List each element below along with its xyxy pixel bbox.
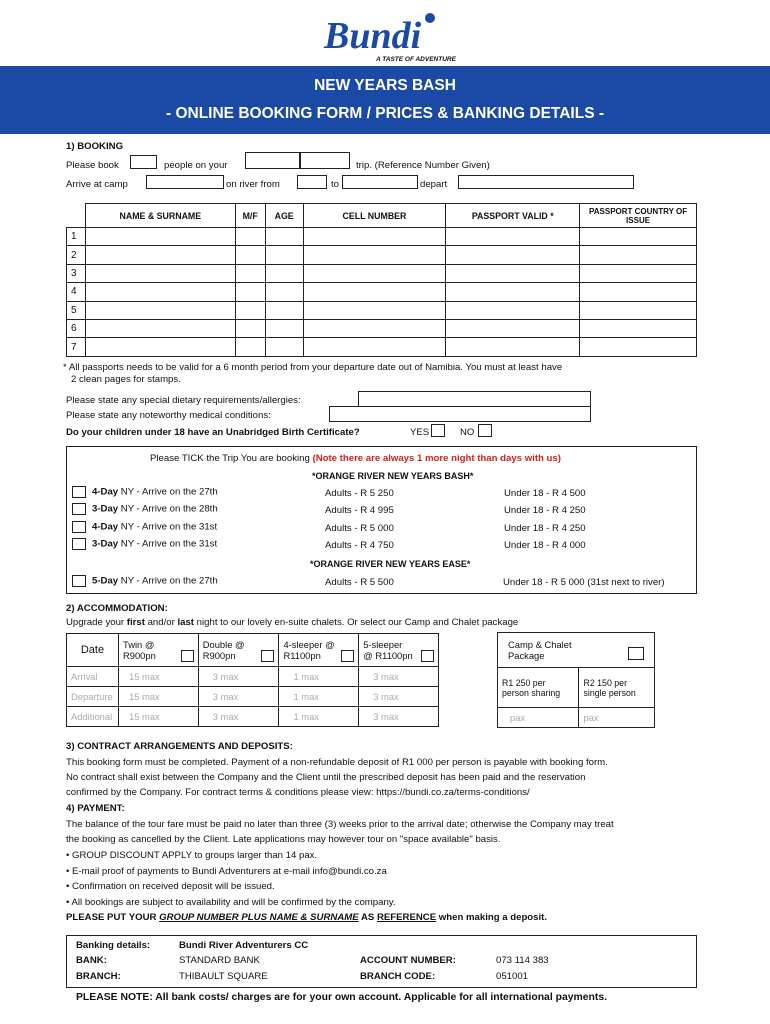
account-value: 073 114 383 (496, 955, 549, 966)
header-passport-valid: PASSPORT VALID * (446, 204, 580, 228)
dietary-field[interactable] (358, 391, 591, 407)
row-label: Additional (67, 707, 119, 727)
twin-header (118, 634, 198, 667)
name-cell[interactable] (85, 264, 235, 282)
people-on-your-label: people on your (164, 160, 228, 171)
trip-selection-box (66, 446, 697, 594)
table-row (67, 228, 697, 246)
country-cell[interactable] (580, 283, 697, 301)
acc-cell[interactable]: 1 max (279, 707, 359, 727)
birth-cert-question: Do your children under 18 have an Unabridged Birth Certificate? (66, 427, 360, 438)
price-line: single person (583, 687, 636, 698)
trip-desc: NY - Arrive on the 28th (118, 503, 218, 515)
first-word: first (126, 617, 145, 628)
passport-note: * All passports needs to be valid for a 6 month period from your departure date out of Namibia. You must at least have (63, 362, 563, 373)
passenger-table (66, 203, 697, 357)
passport-note-2: 2 clean pages for stamps. (71, 374, 181, 385)
country-cell[interactable] (580, 301, 697, 319)
package-table (497, 632, 655, 728)
branch-code-value: 051001 (496, 971, 529, 982)
payment-line: The balance of the tour fare must be paid no later than three (3) weeks prior to the arrival date; otherwise the Company may treat (66, 819, 614, 830)
package-header (498, 633, 655, 668)
header-cell: CELL NUMBER (303, 204, 446, 228)
col-label: Double @ (202, 639, 245, 650)
cell-cell[interactable] (303, 246, 446, 264)
accommodation-table (66, 633, 439, 727)
payment-heading: 4) PAYMENT: (66, 803, 125, 814)
contract-line: confirmed by the Company. For contract terms & conditions please view: https://bundi.co.za/terms-conditions/ (66, 787, 530, 798)
acc-cell[interactable]: 3 max (359, 687, 439, 707)
intro-part: and/or (144, 617, 178, 628)
trip-days: 3-Day (92, 538, 119, 550)
payment-bullet: • All bookings are subject to availability and will be confirmed by the company. (66, 897, 396, 908)
mf-cell[interactable] (235, 264, 265, 282)
age-cell[interactable] (265, 283, 303, 301)
adult-price: Adults - R 4 750 (325, 540, 394, 551)
table-row (67, 707, 439, 727)
row-label: Departure (67, 687, 119, 707)
trip-option[interactable] (72, 538, 217, 550)
package-title-2: Package (508, 650, 545, 661)
yes-label: YES (410, 427, 430, 438)
footer-note: PLEASE NOTE: All bank costs/ charges are for your own account. Applicable for all international payments. (76, 992, 607, 1003)
child-price: Under 18 - R 4 250 (504, 505, 586, 516)
header-age: AGE (265, 204, 303, 228)
price-line: R2 150 per (583, 677, 627, 688)
please-book-label: Please book (66, 160, 119, 171)
age-cell[interactable] (265, 319, 303, 337)
to-label: to (331, 179, 340, 190)
name-cell[interactable] (85, 246, 235, 264)
bundi-logo (318, 8, 458, 64)
acc-cell[interactable]: 3 max (359, 707, 439, 727)
ref-part: REFERENCE (376, 912, 437, 923)
bank-value: STANDARD BANK (179, 955, 260, 966)
adult-price: Adults - R 5 500 (325, 577, 394, 588)
cell-cell[interactable] (303, 264, 446, 282)
row-number: 5 (67, 301, 86, 319)
col-label: 5-sleeper (363, 639, 403, 650)
branch-label: BRANCH: (76, 971, 121, 982)
mf-cell[interactable] (235, 301, 265, 319)
banking-label: Banking details: (76, 940, 151, 951)
cell-cell[interactable] (303, 338, 446, 356)
passport-cell[interactable] (446, 283, 580, 301)
col-price: R1100pn (283, 650, 321, 661)
col-label: 4-sleeper @ (283, 639, 335, 650)
name-cell[interactable] (85, 283, 235, 301)
cell-cell[interactable] (303, 301, 446, 319)
trip-desc: NY - Arrive on the 31st (118, 538, 218, 550)
header-passport-country: PASSPORT COUNTRY OF ISSUE (580, 204, 697, 228)
country-cell[interactable] (580, 228, 697, 246)
trip-field-1[interactable] (245, 152, 300, 169)
trip-desc: NY - Arrive on the 27th (118, 575, 218, 587)
table-row (67, 283, 697, 301)
contract-heading: 3) CONTRACT ARRANGEMENTS AND DEPOSITS: (66, 741, 293, 752)
no-checkbox[interactable] (478, 424, 492, 437)
table-row (67, 338, 697, 356)
ref-part: AS (358, 912, 377, 923)
mf-cell[interactable] (235, 283, 265, 301)
ref-part: PLEASE PUT YOUR (66, 912, 160, 923)
branch-code-label: BRANCH CODE: (360, 971, 436, 982)
people-count-field[interactable] (130, 155, 157, 169)
acc-cell[interactable]: 1 max (279, 667, 359, 687)
account-label: ACCOUNT NUMBER: (360, 955, 456, 966)
trip-checkbox[interactable] (72, 575, 86, 587)
col-price: R900pn (202, 650, 236, 661)
table-row (67, 667, 439, 687)
country-cell[interactable] (580, 319, 697, 337)
row-number: 4 (67, 283, 86, 301)
ref-part: GROUP NUMBER PLUS NAME & SURNAME (159, 912, 359, 923)
mf-cell[interactable] (235, 338, 265, 356)
banking-value: Bundi River Adventurers CC (179, 940, 309, 951)
river-from-label: on river from (226, 179, 280, 190)
trip-field-2[interactable] (300, 152, 350, 169)
trip-option[interactable] (72, 503, 218, 515)
yes-checkbox[interactable] (431, 424, 445, 437)
trip-desc: NY - Arrive on the 31st (118, 521, 218, 533)
col-label: Twin @ (122, 639, 155, 650)
country-cell[interactable] (580, 246, 697, 264)
age-cell[interactable] (265, 246, 303, 264)
row-number: 7 (67, 338, 86, 356)
mf-cell[interactable] (235, 228, 265, 246)
price-line: person sharing (502, 687, 561, 698)
row-number: 6 (67, 319, 86, 337)
intro-part: night to our lovely en-suite chalets. Or select our Camp and Chalet package (194, 617, 519, 628)
child-price: Under 18 - R 5 000 (31st next to river) (503, 577, 665, 588)
river-to-field[interactable] (342, 175, 418, 189)
table-row (67, 319, 697, 337)
age-cell[interactable] (265, 228, 303, 246)
cell-cell[interactable] (303, 283, 446, 301)
no-label: NO (460, 427, 475, 438)
ease-title: *ORANGE RIVER NEW YEARS EASE* (310, 559, 471, 569)
passport-cell[interactable] (446, 301, 580, 319)
adult-price: Adults - R 5 250 (325, 488, 394, 499)
sharing-price (498, 668, 579, 708)
trip-checkbox[interactable] (72, 503, 86, 515)
trip-checkbox[interactable] (72, 538, 86, 550)
table-row (67, 687, 439, 707)
acc-cell[interactable]: 3 max (198, 687, 279, 707)
package-checkbox[interactable] (628, 647, 644, 660)
adult-price: Adults - R 4 995 (325, 505, 394, 516)
country-cell[interactable] (580, 338, 697, 356)
header-mf: M/F (235, 204, 265, 228)
row-number: 1 (67, 228, 86, 246)
double-checkbox[interactable] (261, 650, 274, 662)
trip-option[interactable] (72, 521, 217, 533)
reference-note (66, 912, 547, 923)
sharing-pax-field[interactable]: pax (498, 708, 579, 728)
child-price: Under 18 - R 4 500 (504, 488, 586, 499)
cell-cell[interactable] (303, 228, 446, 246)
mf-cell[interactable] (235, 246, 265, 264)
mf-cell[interactable] (235, 319, 265, 337)
trip-option[interactable] (72, 486, 218, 498)
passport-cell[interactable] (446, 319, 580, 337)
logo-tagline: A TASTE OF ADVENTURE (376, 56, 456, 63)
row-number: 2 (67, 246, 86, 264)
five-sleeper-header (359, 634, 439, 667)
child-price: Under 18 - R 4 250 (504, 523, 586, 534)
passport-cell[interactable] (446, 228, 580, 246)
payment-bullet: • GROUP DISCOUNT APPLY to groups larger than 14 pax. (66, 850, 318, 861)
acc-cell[interactable]: 3 max (359, 667, 439, 687)
name-cell[interactable] (85, 301, 235, 319)
single-price (579, 668, 655, 708)
acc-cell[interactable]: 15 max (118, 687, 198, 707)
header-name: NAME & SURNAME (85, 204, 235, 228)
country-cell[interactable] (580, 264, 697, 282)
bash-title: *ORANGE RIVER NEW YEARS BASH* (312, 471, 474, 481)
medical-label: Please state any noteworthy medical conditions: (66, 410, 271, 421)
arrive-label: Arrive at camp (66, 179, 128, 190)
trip-checkbox[interactable] (72, 486, 86, 498)
logo-wordmark: Bundi (324, 15, 422, 57)
date-header: Date (67, 634, 119, 667)
trip-days: 4-Day (92, 521, 119, 533)
trip-intro-text: Please TICK the Trip You are booking (150, 453, 310, 464)
adult-price: Adults - R 5 000 (325, 523, 394, 534)
trip-desc: NY - Arrive on the 27th (118, 486, 218, 498)
river-from-field[interactable] (297, 175, 327, 189)
col-price: R900pn (122, 650, 156, 661)
last-word: last (177, 617, 195, 628)
passport-cell[interactable] (446, 246, 580, 264)
branch-value: THIBAULT SQUARE (179, 971, 268, 982)
title-banner (0, 66, 770, 134)
arrive-field[interactable] (146, 175, 224, 189)
table-row (67, 301, 697, 319)
ref-part: when making a deposit. (436, 912, 548, 923)
payment-line: the booking as cancelled by the Client. Late applications may however tour on "space available" basis. (66, 834, 501, 845)
five-sleeper-checkbox[interactable] (421, 650, 434, 662)
age-cell[interactable] (265, 264, 303, 282)
banner-subtitle: - ONLINE BOOKING FORM / PRICES & BANKING DETAILS - (165, 105, 605, 122)
contract-line: This booking form must be completed. Payment of a non-refundable deposit of R1 000 per person is payable with booking form. (66, 757, 608, 768)
accommodation-intro (66, 617, 518, 628)
acc-cell[interactable]: 3 max (198, 667, 279, 687)
row-label: Arrival (67, 667, 119, 687)
passport-cell[interactable] (446, 338, 580, 356)
trip-checkbox[interactable] (72, 521, 86, 533)
age-cell[interactable] (265, 301, 303, 319)
trip-intro-note: (Note there are always 1 more night than days with us) (312, 453, 561, 464)
row-number: 3 (67, 264, 86, 282)
acc-cell[interactable]: 1 max (279, 687, 359, 707)
depart-field[interactable] (458, 175, 634, 189)
price-line: R1 250 per (502, 677, 546, 688)
contract-line: No contract shall exist between the Company and the Client until the prescribed deposit has been paid and the reservation (66, 772, 586, 783)
depart-label: depart (420, 179, 448, 190)
intro-part: Upgrade your (66, 617, 127, 628)
name-cell[interactable] (85, 228, 235, 246)
accommodation-heading: 2) ACCOMMODATION: (66, 603, 168, 614)
table-row (67, 246, 697, 264)
medical-field[interactable] (329, 406, 591, 422)
single-pax-field[interactable]: pax (579, 708, 655, 728)
name-cell[interactable] (85, 338, 235, 356)
acc-cell[interactable]: 15 max (118, 707, 198, 727)
age-cell[interactable] (265, 338, 303, 356)
acc-cell[interactable]: 3 max (198, 707, 279, 727)
payment-bullet: • E-mail proof of payments to Bundi Adventurers at e-mail info@bundi.co.za (66, 866, 387, 877)
trip-option[interactable] (72, 575, 218, 587)
cell-cell[interactable] (303, 319, 446, 337)
four-sleeper-header (279, 634, 359, 667)
trip-intro (150, 453, 561, 464)
child-price: Under 18 - R 4 000 (504, 540, 586, 551)
booking-heading: 1) BOOKING (66, 141, 124, 152)
trip-days: 3-Day (92, 503, 119, 515)
twin-checkbox[interactable] (181, 650, 194, 662)
trip-reference-label: trip. (Reference Number Given) (356, 160, 490, 171)
acc-cell[interactable]: 15 max (118, 667, 198, 687)
trip-days: 4-Day (92, 486, 119, 498)
package-title: Camp & Chalet (508, 639, 572, 650)
payment-bullet: • Confirmation on received deposit will be issued. (66, 881, 275, 892)
trip-days: 5-Day (92, 575, 119, 587)
four-sleeper-checkbox[interactable] (341, 650, 354, 662)
table-row (67, 264, 697, 282)
col-price: @ R1100pn (363, 650, 413, 661)
double-header (198, 634, 279, 667)
banner-title: NEW YEARS BASH (314, 77, 456, 94)
name-cell[interactable] (85, 319, 235, 337)
passport-cell[interactable] (446, 264, 580, 282)
dietary-label: Please state any special dietary requirements/allergies: (66, 395, 301, 406)
bank-label: BANK: (76, 955, 107, 966)
